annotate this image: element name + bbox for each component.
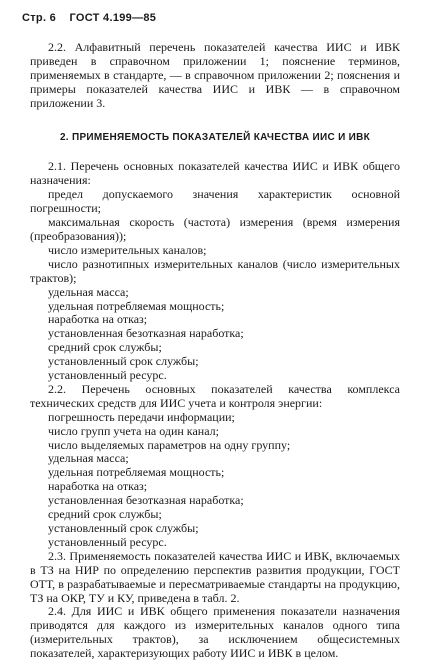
list-item: число выделяемых параметров на одну группу; [48, 437, 291, 452]
list-item: наработка на отказ; [48, 312, 148, 327]
list-item: установленный срок службы; [48, 354, 199, 369]
list-item: удельная масса; [48, 451, 129, 466]
page-number: Стр. 6 [22, 12, 57, 24]
paragraph-2-3: 2.3. Применяемость показателей качества ИИС и ИВК, включаемых в ТЗ на НИР по определению перспектив развития продукции, ГОСТ ОТТ, в разрабатываемые и пересматриваемые стандарты на продукцию, ТЗ на ОКР, ТУ и КУ, приведена в табл. 2. [30, 548, 400, 605]
list-item: установленная безотказная наработка; [48, 326, 244, 341]
page-header [22, 12, 166, 24]
list-item: удельная масса; [48, 284, 129, 299]
list-item: число групп учета на один канал; [48, 423, 219, 438]
list-item: установленная безотказная наработка; [48, 493, 244, 508]
paragraph-2-1: 2.1. Перечень основных показателей качества ИИС и ИВК общего назначения: [30, 159, 400, 188]
list-item: наработка на отказ; [48, 479, 148, 494]
list-item: установленный срок службы; [48, 521, 199, 535]
list-item: установленный ресурс. [48, 534, 167, 549]
paragraph-2-2: 2.2. Перечень основных показателей качества комплекса технических средств для ИИС учета и контроля энергии: [30, 381, 400, 410]
page-content [30, 41, 400, 661]
list-item: число разнотипных измерительных каналов (число измерительных трактов); [30, 256, 400, 285]
intro-paragraph: 2.2. Алфавитный перечень показателей качества ИИС и ИВК приведен в справочном приложении 1; пояснение терминов, применяемых в стандарте, — в справочном приложении 2; пояснения и примеры показателей качества ИИС и ИВК — в справочном приложении 3. [30, 40, 400, 110]
list-item: средний срок службы; [48, 340, 162, 355]
section-heading: 2. ПРИМЕНЯЕМОСТЬ ПОКАЗАТЕЛЕЙ КАЧЕСТВА ИИС И ИВК [59, 131, 371, 143]
list-item: число измерительных каналов; [48, 242, 207, 257]
list-item: погрешность передачи информации; [48, 409, 235, 424]
list-item: максимальная скорость (частота) измерения (время измерения (преобразования)); [30, 215, 400, 243]
list-item: установленный ресурс. [48, 368, 167, 383]
list-item: удельная потребляемая мощность; [48, 465, 225, 480]
list-item: средний срок службы; [48, 507, 162, 522]
list-item: предел допускаемого значения характеристик основной погрешности; [30, 187, 400, 216]
standard-designation: ГОСТ 4.199—85 [69, 12, 157, 24]
indicator-list-energy [30, 411, 400, 550]
indicator-list-general [30, 188, 400, 383]
list-item: удельная потребляемая мощность; [48, 298, 225, 313]
paragraph-2-4: 2.4. Для ИИС и ИВК общего применения показатели назначения приводятся для каждого из измерительных каналов одного типа (измерительных трактов), за исключением общесистемных показателей, характеризующих работу ИИС и ИВК в целом. [30, 604, 400, 661]
